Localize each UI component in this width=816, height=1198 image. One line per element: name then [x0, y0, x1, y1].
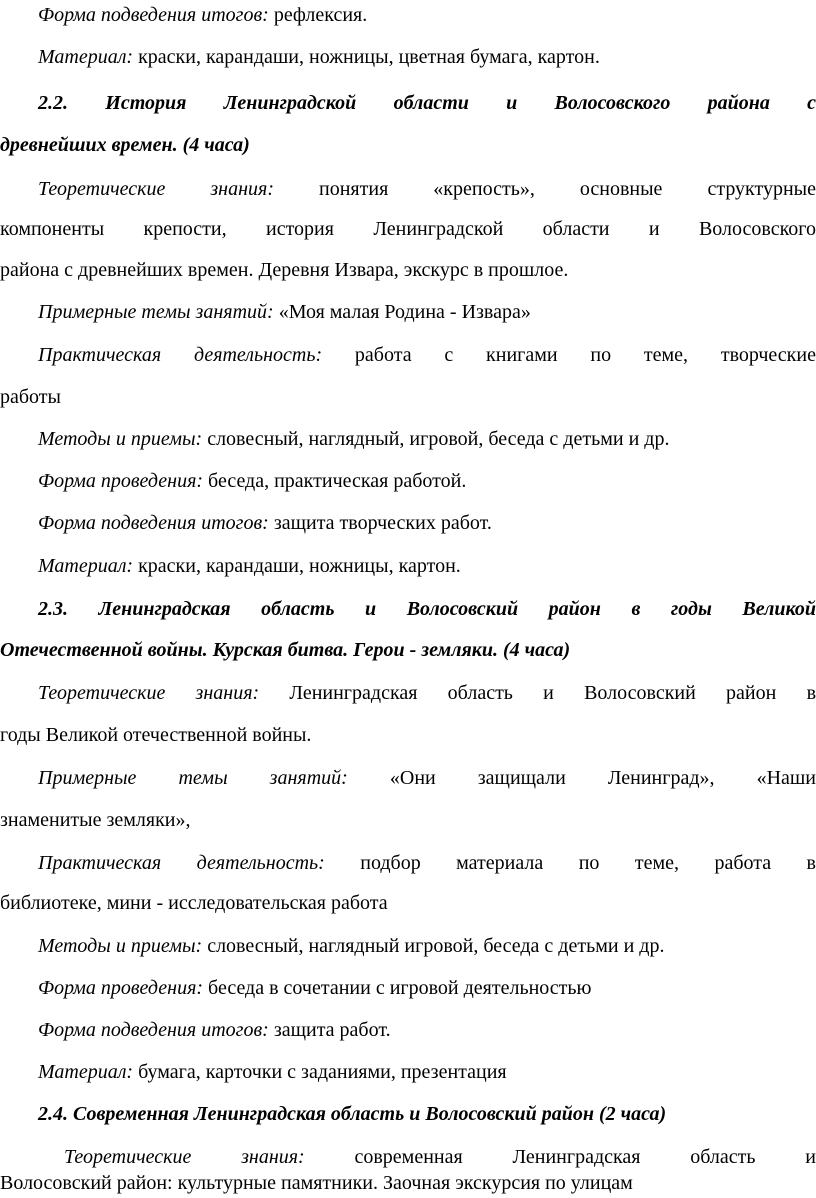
line-theory-2-3-cont: годы Великой отечественной войны.	[0, 724, 312, 746]
line-summary-form-2-3: Форма подведения итогов: защита работ.	[38, 1019, 391, 1041]
line-topics-2-2: Примерные темы занятий: «Моя малая Родина - Извара»	[38, 301, 531, 323]
heading-2-2-line-1: 2.2. История Ленинградской области и Волосовского района с	[38, 92, 816, 114]
line-methods-2-2: Методы и приемы: словесный, наглядный, игровой, беседа с детьми и др.	[38, 428, 670, 450]
line-theory-2-2: Теоретические знания: понятия «крепость», основные структурные	[38, 178, 816, 200]
line-practice-2-2-cont: работы	[0, 386, 61, 408]
line-material-2-2: Материал: краски, карандаши, ножницы, картон.	[38, 555, 461, 577]
line-form-2-3: Форма проведения: беседа в сочетании с игровой деятельностью	[38, 977, 592, 999]
line-topics-2-3-cont: знаменитые земляки»,	[0, 809, 191, 831]
line-theory-2-2-cont-1: компоненты крепости, история Ленинградской области и Волосовского	[0, 218, 816, 240]
line-form-2-2: Форма проведения: беседа, практическая работой.	[38, 470, 467, 492]
heading-2-4: 2.4. Современная Ленинградская область и Волосовский район (2 часа)	[38, 1103, 667, 1125]
line-material-2-3: Материал: бумага, карточки с заданиями, презентация	[38, 1061, 507, 1083]
line-topics-2-3: Примерные темы занятий: «Они защищали Ленинград», «Наши	[38, 767, 816, 789]
line-methods-2-3: Методы и приемы: словесный, наглядный игровой, беседа с детьми и др.	[38, 935, 665, 957]
line-theory-2-3: Теоретические знания: Ленинградская область и Волосовский район в	[38, 682, 816, 704]
line-theory-2-4-cont: Волосовский район: культурные памятники. Заочная экскурсия по улицам	[0, 1172, 633, 1194]
line-practice-2-3: Практическая деятельность: подбор материала по теме, работа в	[38, 852, 816, 874]
heading-2-3-line-2: Отечественной войны. Курская битва. Герои - земляки. (4 часа)	[0, 639, 571, 661]
heading-2-2-line-2: древнейших времен. (4 часа)	[0, 134, 250, 156]
line-summary-form-2-2: Форма подведения итогов: защита творческих работ.	[38, 512, 492, 534]
line-material-1: Материал: краски, карандаши, ножницы, цветная бумага, картон.	[38, 46, 600, 68]
line-summary-form-1: Форма подведения итогов: рефлексия.	[38, 4, 368, 26]
line-practice-2-3-cont: библиотеке, мини - исследовательская работа	[0, 892, 388, 914]
line-theory-2-2-cont-2: района с древнейших времен. Деревня Извара, экскурс в прошлое.	[0, 259, 569, 281]
line-practice-2-2: Практическая деятельность: работа с книгами по теме, творческие	[38, 344, 816, 366]
heading-2-3-line-1: 2.3. Ленинградская область и Волосовский район в годы Великой	[38, 598, 816, 620]
line-theory-2-4: Теоретические знания: современная Ленинградская область и	[64, 1146, 816, 1168]
